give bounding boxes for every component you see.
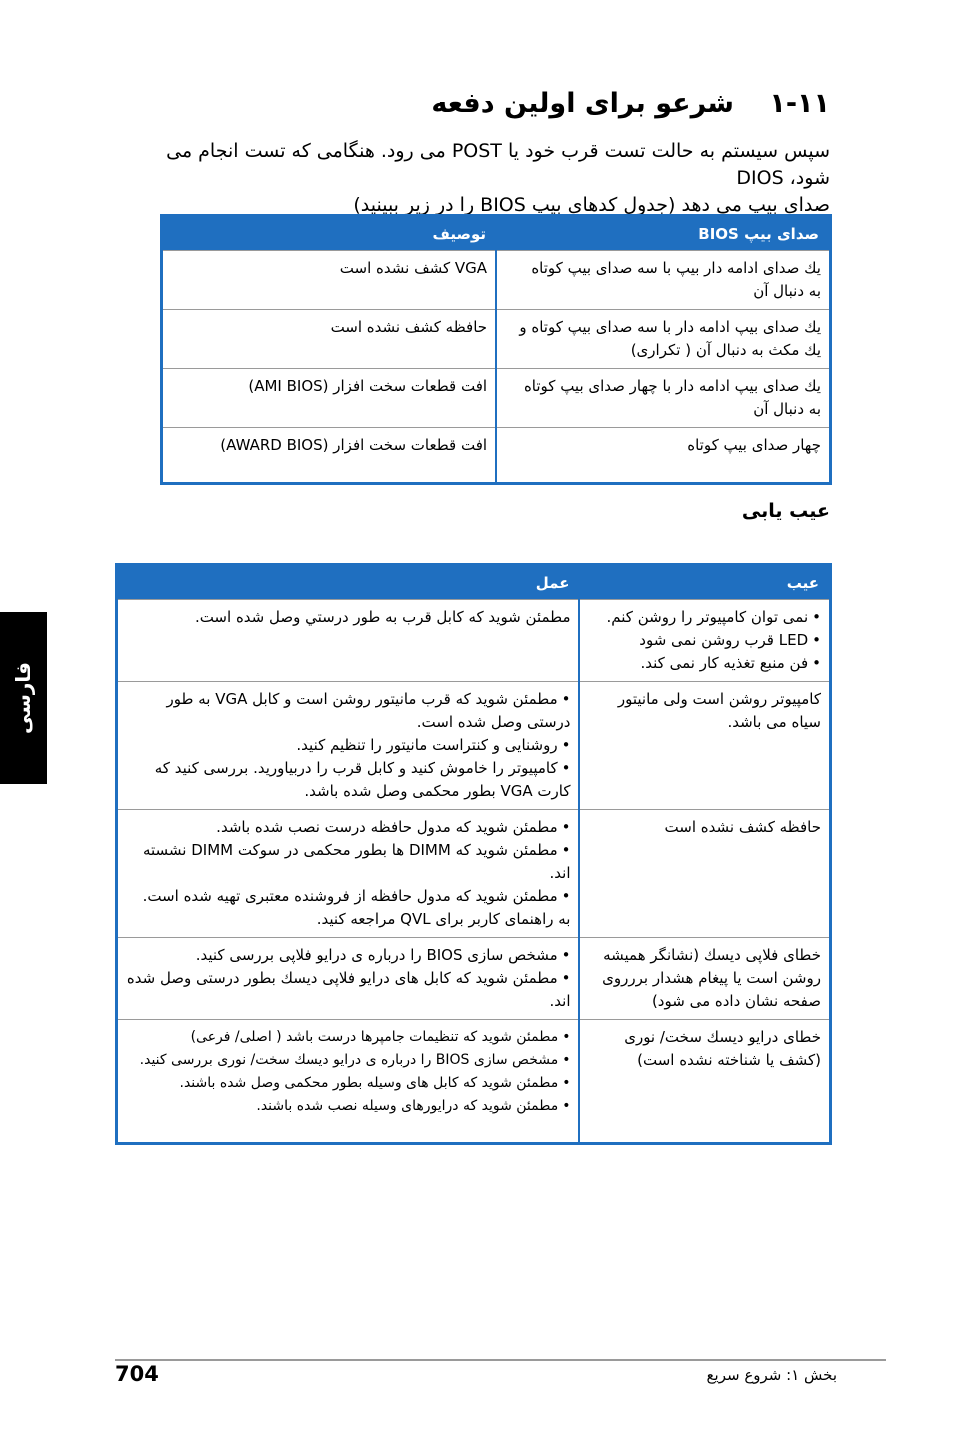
list-item: • فن منبع تغذيه کار نمی کند. bbox=[588, 652, 821, 675]
list-item: • مطمئن شويد كه مدول حافظه درست نصب شده باشد. bbox=[126, 816, 570, 839]
list-item: • مطمئن شويد كه تنظيمات جامپرها درست باشد ( اصلی/ فرعی) bbox=[126, 1026, 570, 1049]
footer-divider bbox=[115, 1359, 886, 1361]
list-item: • مطمئن شويد كه قرب مانيتور روشن است و كابل VGA به طور درستی وصل شده است. bbox=[126, 688, 570, 734]
table-row bbox=[162, 310, 831, 369]
language-side-tab bbox=[0, 612, 47, 784]
side-tab-label: فارسی bbox=[11, 661, 36, 735]
beep-code-cell: يك صدای بيپ ادامه دار با چهار صدای بيپ کوتاه به دنبال آن bbox=[496, 369, 830, 428]
beep-desc-cell: VGA كشف نشده است bbox=[162, 251, 497, 310]
column-header: عمل bbox=[117, 565, 580, 600]
action-cell bbox=[117, 938, 580, 1020]
column-header: صدای بيپ BIOS bbox=[496, 216, 830, 251]
intro-line: صدای بيپ می دهد (جدول کدهای بيپ BIOS را در زير ببينيد) bbox=[353, 194, 830, 216]
problem-cell: خطای فلاپی ديسك (نشانگر هميشه روشن است يا پيغام هشدار بررروی صفحه نشان داده می شود) bbox=[579, 938, 830, 1020]
list-item: • مطمئن شويد كه درايورهای وسيله نصب شده باشند. bbox=[126, 1095, 570, 1118]
section-title: شرعو برای اولين دفعه bbox=[431, 88, 734, 119]
page-number: 704 bbox=[115, 1362, 159, 1386]
table-header-row bbox=[117, 565, 831, 600]
beep-code-table bbox=[160, 214, 832, 485]
beep-desc-cell: افت قطعات سخت افزار (AWARD BIOS) bbox=[162, 428, 497, 484]
list-item: • مشخص سازی BIOS را درباره ی درايو ديسك سخت/ نوری بررسی كنيد. bbox=[126, 1049, 570, 1072]
beep-code-cell: يك صدای ادامه دار بيپ با سه صدای بيپ کوتاه به دنبال آن bbox=[496, 251, 830, 310]
beep-desc-cell: افت قطعات سخت افزار (AMI BIOS) bbox=[162, 369, 497, 428]
action-cell bbox=[117, 600, 580, 682]
action-cell bbox=[117, 810, 580, 938]
table-row bbox=[117, 1020, 831, 1144]
list-item: • کامپيوتر را خاموش كنيد و كابل قرب را دربياوريد. بررسی كنيد که كارت VGA بطور محكمی وصل شده باشد. bbox=[126, 757, 570, 803]
table-row bbox=[117, 938, 831, 1020]
column-header: عيب bbox=[579, 565, 830, 600]
troubleshooting-heading: عيب يابی bbox=[741, 500, 830, 522]
table-row bbox=[117, 682, 831, 810]
section-number: ١١-١ bbox=[769, 88, 830, 119]
list-item: • نمی توان کامپيوتر را روشن كنم. bbox=[588, 606, 821, 629]
troubleshooting-table bbox=[115, 563, 832, 1145]
list-item: • مطمئن شويد كه DIMM ها بطور محكمی در سوكت DIMM نشسته اند. bbox=[126, 839, 570, 885]
list-item: مطمئن شويد كه كابل قرب به طور درستي وصل شده است. bbox=[194, 608, 571, 626]
action-cell bbox=[117, 1020, 580, 1144]
footer-section-label: بخش ١: شروع سريع bbox=[706, 1366, 837, 1384]
section-heading bbox=[130, 88, 830, 119]
table-row bbox=[162, 251, 831, 310]
table-row bbox=[117, 810, 831, 938]
problem-cell: خطای درايو ديسك سخت/ نوری (كشف يا شناخته نشده است) bbox=[579, 1020, 830, 1144]
list-item: • روشنايی و كنتراست مانيتور را تنظيم كنيد. bbox=[126, 734, 570, 757]
list-item: • مطمئن شويد كه كابل های وسيله بطور محكمی وصل شده باشند. bbox=[126, 1072, 570, 1095]
beep-code-cell: چهار صدای بيپ کوتاه bbox=[496, 428, 830, 484]
beep-desc-cell: حافظه كشف نشده است bbox=[162, 310, 497, 369]
intro-paragraph bbox=[130, 138, 830, 219]
table-row bbox=[162, 428, 831, 484]
list-item: • مطمئن شويد كه مدول حافظه از فروشنده معتبری تهيه شده است. به راهنمای كاربر برای QVL مراجعه كنيد. bbox=[126, 885, 570, 931]
table-row bbox=[162, 369, 831, 428]
table-row bbox=[117, 600, 831, 682]
beep-code-cell: يك صدای بيپ ادامه دار با سه صدای بيپ کوتاه و يك مكث به دنبال آن ( تكراری) bbox=[496, 310, 830, 369]
problem-cell bbox=[579, 600, 830, 682]
list-item: • LED قرب روشن نمی شود bbox=[588, 629, 821, 652]
problem-cell: حافظه كشف نشده است bbox=[579, 810, 830, 938]
action-cell bbox=[117, 682, 580, 810]
list-item: • مشخص سازی BIOS را درباره ی درايو فلاپی بررسی كنيد. bbox=[126, 944, 570, 967]
intro-line: سپس سيستم به حالت تست قرب خود يا POST می رود. هنگامی که تست انجام می شود، DIOS bbox=[166, 140, 830, 189]
problem-cell: کامپيوتر روشن است ولی مانيتور سياه می باشد. bbox=[579, 682, 830, 810]
list-item: • مطمئن شويد كه كابل های درايو فلاپی ديسك بطور درستی وصل شده اند. bbox=[126, 967, 570, 1013]
column-header: توصيف bbox=[162, 216, 497, 251]
table-header-row bbox=[162, 216, 831, 251]
